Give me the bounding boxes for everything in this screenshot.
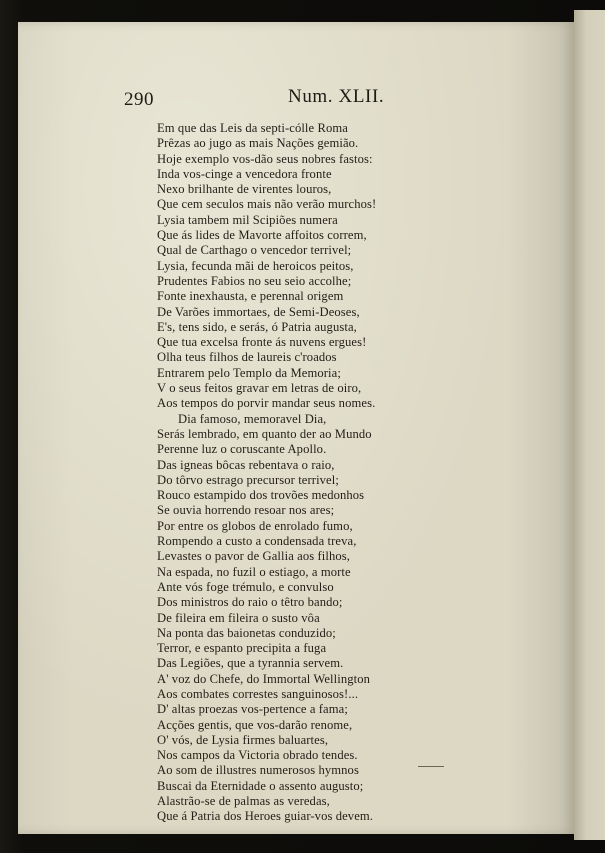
poem-line: Perenne luz o coruscante Apollo. bbox=[157, 442, 327, 457]
poem-line: Prudentes Fabios no seu seio accolhe; bbox=[157, 273, 352, 288]
page-number: 290 bbox=[124, 89, 154, 110]
poem-line: Do tôrvo estrago precursor terrivel; bbox=[157, 472, 339, 487]
poem-line: Nexo brilhante de virentes louros, bbox=[157, 182, 332, 197]
poem-line: Fonte inexhausta, e perennal origem bbox=[157, 289, 344, 304]
poem-line: Rouco estampido dos trovões medonhos bbox=[157, 488, 365, 503]
poem-line: Serás lembrado, em quanto der ao Mundo bbox=[157, 426, 372, 441]
poem-line: Na espada, no fuzil o estiago, a morte bbox=[157, 564, 351, 579]
poem-line: Dos ministros do raio o têtro bando; bbox=[157, 595, 343, 610]
poem-line: E's, tens sido, e serás, ó Patria augusta, bbox=[157, 319, 357, 334]
poem-line: Levastes o pavor de Gallia aos filhos, bbox=[157, 549, 351, 564]
poem-line: Por entre os globos de enrolado fumo, bbox=[157, 518, 353, 533]
poem-line: Terror, e espanto precipita a fuga bbox=[157, 641, 327, 656]
poem-line: Rompendo a custo a condensada treva, bbox=[157, 534, 357, 549]
poem-line: Ao som de illustres numerosos hymnos bbox=[157, 763, 359, 778]
poem-text bbox=[157, 121, 447, 825]
poem-line: Inda vos-cinge a vencedora fronte bbox=[157, 166, 332, 181]
poem-line: Nos campos da Victoria obrado tendes. bbox=[157, 748, 358, 763]
poem-line: Se ouvia horrendo resoar nos ares; bbox=[157, 503, 335, 518]
poem-line: Hoje exemplo vos-dão seus nobres fastos: bbox=[157, 151, 373, 166]
poem-line: Na ponta das baionetas conduzido; bbox=[157, 625, 336, 640]
poem-line: Em que das Leis da septi-cólle Roma bbox=[157, 121, 348, 135]
poem-line: Lysia, fecunda mãi de heroicos peitos, bbox=[157, 258, 354, 273]
poem-line: Qual de Carthago o vencedor terrivel; bbox=[157, 243, 352, 258]
end-rule bbox=[418, 766, 444, 767]
adjacent-page-edge bbox=[574, 10, 605, 840]
poem-line: Acções gentis, que vos-darão renome, bbox=[157, 717, 353, 732]
page-heading: Num. XLII. bbox=[288, 86, 385, 107]
poem-line: Ante vós foge trémulo, e convulso bbox=[157, 579, 334, 594]
poem-line: Lysia tambem mil Scipiões numera bbox=[157, 212, 338, 227]
poem-line: Aos combates correstes sanguinosos!... bbox=[157, 686, 359, 701]
poem-line: A' voz do Chefe, do Immortal Wellington bbox=[157, 671, 371, 686]
poem-line: Buscai da Eternidade o assento augusto; bbox=[157, 778, 364, 793]
poem-line: V o seus feitos gravar em letras de oiro, bbox=[157, 381, 362, 396]
poem-line: De Varões immortaes, de Semi-Deoses, bbox=[157, 304, 360, 319]
poem-line: Olha teus filhos de laureis c'roados bbox=[157, 350, 337, 365]
poem-line: D' altas proezas vos-pertence a fama; bbox=[157, 702, 348, 717]
poem-line: Das Legiões, que a tyrannia servem. bbox=[157, 656, 344, 671]
poem-line: Entrarem pelo Templo da Memoria; bbox=[157, 365, 341, 380]
poem-line: Das igneas bôcas rebentava o raio, bbox=[157, 457, 335, 472]
poem-line: Que tua excelsa fronte ás nuvens ergues! bbox=[157, 335, 367, 350]
poem-line: O' vós, de Lysia firmes baluartes, bbox=[157, 732, 329, 747]
poem-line: Alastrão-se de palmas as veredas, bbox=[157, 794, 330, 809]
poem-line: Que ás lides de Mavorte affoitos correm, bbox=[157, 228, 367, 243]
poem-line: Que cem seculos mais não verão murchos! bbox=[157, 197, 377, 212]
poem-line: Que á Patria dos Heroes guiar-vos devem. bbox=[157, 809, 374, 824]
poem-line: Aos tempos do porvir mandar seus nomes. bbox=[157, 396, 376, 411]
poem-line: Dia famoso, memoravel Dia, bbox=[178, 411, 327, 426]
poem-line: Prêzas ao jugo as mais Nações gemião. bbox=[157, 136, 359, 151]
poem-line: De fileira em fileira o susto vôa bbox=[157, 610, 320, 625]
